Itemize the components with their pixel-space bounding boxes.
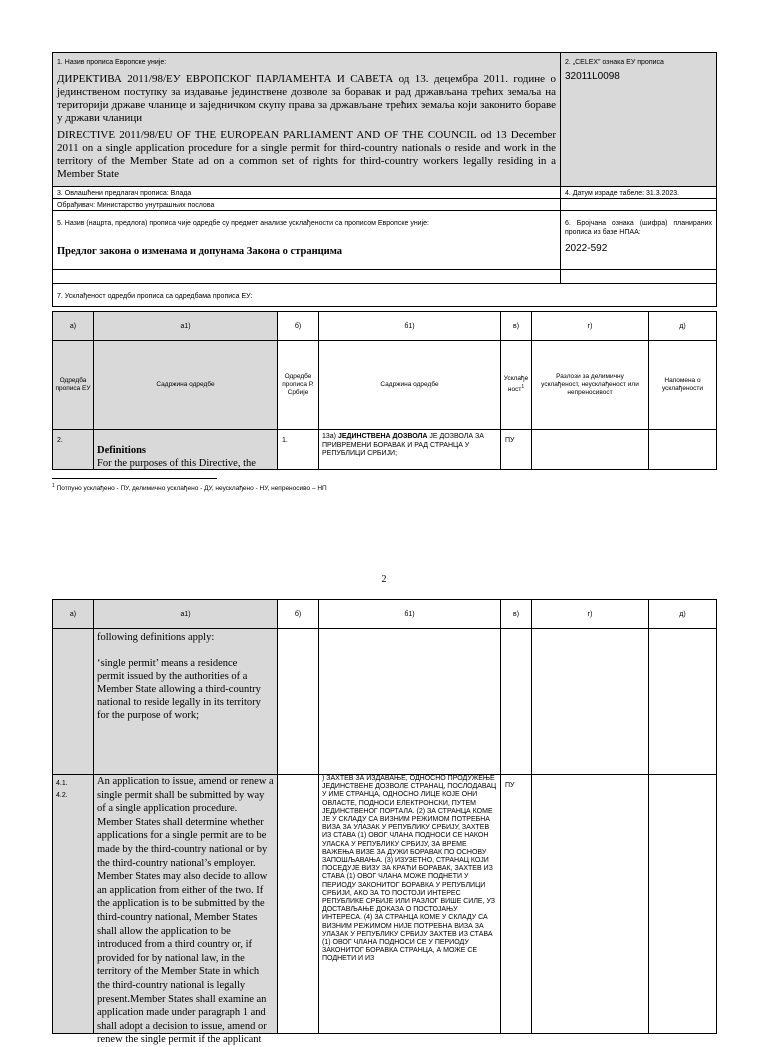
directive-title-en: DIRECTIVE 2011/98/EU OF THE EUROPEAN PARLIAMENT AND OF THE COUNCIL od 13 December 2011 on a single application procedure for a single permit for third-country nationals o reside and work in the territory of the Member State ad on a common set of rights for third-country workers legally residing in a Member State bbox=[57, 129, 556, 180]
p2-row1-eu-provision bbox=[52, 628, 94, 775]
col-header-d: д) bbox=[648, 311, 717, 341]
single-permit-definition-en: ‘single permit’ means a residence permit issued by the authorities of a Member State allowing a third-country national to reside legally in its territory for the purpose of work; bbox=[97, 658, 261, 721]
celex-value: 32011L0098 bbox=[565, 71, 620, 82]
law-name-value: Предлог закона о изменама и допунама Закона о странцима bbox=[57, 246, 343, 257]
section-2-label: 2. „CELEX” ознака ЕУ прописа bbox=[565, 59, 664, 66]
p1-row1-note bbox=[648, 429, 717, 470]
p2-row1-rs-content bbox=[318, 628, 501, 775]
npaa-code-value: 2022-592 bbox=[565, 243, 608, 254]
p1-row1-rs-content bbox=[318, 429, 501, 470]
col-header-b: б) bbox=[277, 311, 319, 341]
definitions-heading: Definitions bbox=[97, 445, 147, 456]
section-6-label: 6. Бројчана ознака (шифра) планираних прописа из базе НПАА: bbox=[565, 220, 712, 236]
p2-col-header-a1: а1) bbox=[93, 599, 278, 629]
footnote bbox=[52, 482, 652, 493]
provision-4-1: 4.1. bbox=[56, 780, 68, 787]
p1-row1-eu-provision bbox=[52, 429, 94, 470]
directive-title-sr: ДИРЕКТИВА 2011/98/ЕУ ЕВРОПСКОГ ПАРЛАМЕНТА И САВЕТА од 13. децембра 2011. године о јединственом поступку за издавање јединствене дозволе за боравак и рад држављана трећих земаља на територији државе чланице и заједничком скупу права за држављане трећих земаља који законито бораве у држави чланици bbox=[57, 73, 556, 124]
subheader-note: Напомена о усклађености bbox=[648, 340, 717, 430]
p2-row2-rs-provision bbox=[277, 774, 319, 1034]
p2-row2-eu-content bbox=[93, 774, 278, 1046]
col-header-a1: а1) bbox=[93, 311, 278, 341]
p2-row1-compliance bbox=[500, 628, 532, 775]
section-5-blank-row bbox=[52, 269, 561, 284]
footnote-text: Потпуно усклађено - ПУ, делимично усклађено - ДУ, неусклађено - НУ, непреносиво – НП bbox=[56, 485, 327, 493]
section-6-npaa-code bbox=[560, 210, 717, 270]
application-procedure-sr: ) ЗАХТЕВ ЗА ИЗДАВАЊЕ, ОДНОСНО ПРОДУЖЕЊЕ ЈЕДИНСТВЕНЕ ДОЗВОЛЕ СТРАНАЦ, ПОСЛОДАВАЦ У ИМЕ СТРАНЦА, ОДНОСНО ЛИЦЕ КОЈЕ ОНИ ОВЛАСТЕ, ПОДНОСИ ЕЛЕКТРОНСКИ, ПУТЕМ ЈЕДИНСТВЕНОГ ПОРТАЛА. (2) ЗА СТРАНЦА КОМЕ ЈЕ У СКЛАДУ СА ВИЗНИМ РЕЖИМОМ ПОТРЕБНА ВИЗА ЗА УЛАЗАК У РЕПУБЛИКУ СРБИЈУ, ЗАХТЕВ ИЗ СТАВА (1) ОВОГ ЧЛАНА ПОДНОСИ СЕ НАКОН УЛАСКА У РЕПУБЛИКУ СРБИЈУ, ЗА ВРЕМЕ ВАЖЕЊА ВИЗЕ ЗА ДУЖИ БОРАВАК ПО ОСНОВУ ЗАПОШЉАВАЊА. (3) ИЗУЗЕТНО, СТРАНАЦ КОЈИ ПОСЕДУЈЕ ВИЗУ ЗА КРАЋИ БОРАВАК, ЗАХТЕВ ИЗ СТАВА (1) ОВОГ ЧЛАНА МОЖЕ ПОДНЕТИ У ПЕРИОДУ ЗАКОНИТОГ БОРАВКА У РЕПУБЛИЦИ СРБИЈИ, АКО ЗА ТО ПОСТОЈИ ИНТЕРЕС РЕПУБЛИКЕ СРБИЈЕ ИЛИ РАЗЛОГ ВИШЕ СИЛЕ, УЗ ДОСТАВЉАЊЕ ДОКАЗА О ПОСТОЈАЊУ ИНТЕРЕСА. (4) ЗА СТРАНЦА КОМЕ У СКЛАДУ СА ВИЗНИМ РЕЖИМОМ НИЈЕ ПОТРЕБНА ВИЗА ЗА УЛАЗАК У РЕПУБЛИКУ СРБИЈУ ЗАХТЕВ ИЗ СТАВА (1) ОВОГ ЧЛАНА ПОДНОСИ СЕ У ПЕРИОДУ ЗАКОНИТОГ БОРАВКА СТРАНЦА, А МОЖЕ СЕ ПОДНЕТИ И ИЗ bbox=[322, 775, 497, 963]
p1-row1-compliance bbox=[500, 429, 532, 470]
p2-row1-eu-content bbox=[93, 628, 278, 775]
col-header-b1: б1) bbox=[318, 311, 501, 341]
subheader-compliance-footnote-mark: 1 bbox=[521, 384, 525, 391]
p1-row1-compliance-text: ПУ bbox=[505, 437, 515, 444]
col-header-a: а) bbox=[52, 311, 94, 341]
col-header-g: г) bbox=[531, 311, 649, 341]
provision-4-2: 4.2. bbox=[56, 792, 68, 799]
p2-row2-compliance-text: ПУ bbox=[505, 782, 515, 789]
col-header-v: в) bbox=[500, 311, 532, 341]
p2-col-header-b1: б1) bbox=[318, 599, 501, 629]
subheader-rs-provision: Одредбе прописа Р. Србије bbox=[277, 340, 319, 430]
p2-row2-reasons bbox=[531, 774, 649, 1034]
section-6-blank-row bbox=[560, 269, 717, 284]
p2-row2-rs-content bbox=[318, 774, 501, 1034]
footnote-mark: 1 bbox=[52, 483, 55, 489]
subheader-rs-content: Садржина одредбе bbox=[318, 340, 501, 430]
p2-row1-rs-provision bbox=[277, 628, 319, 775]
p1-row1-eu-provision-text: 2. bbox=[57, 437, 63, 444]
p1-row1-eu-content bbox=[93, 429, 278, 470]
subheader-eu-provision: Одредба прописа ЕУ bbox=[52, 340, 94, 430]
application-procedure-text: An application to issue, amend or renew a single permit shall be submitted by way of a single application procedure. Member States shall determine whether applications for a single permit are to be made by the third-country national or by the third-country national’s employer. Member States may also decide to allow an application from either of the two. If the application is to be submitted by the third-country national, Member States shall allow the application to be introduced from a third country or, if provided for by national law, in the territory of the Member State in which the third-country national is legally present.Member States shall examine an application made under paragraph 1 and shall adopt a decision to issue, amend or renew the single permit if the applicant bbox=[97, 776, 274, 1046]
p2-col-header-d: д) bbox=[648, 599, 717, 629]
footnote-separator bbox=[52, 478, 217, 479]
section-5-label: 5. Назив (нацрта, предлога) прописа чије одредбе су предмет анализе усклађености са прописом Европске уније: bbox=[57, 220, 429, 227]
p2-row2-compliance bbox=[500, 774, 532, 1034]
section-7-label: 7. Усклађеност одредби прописа са одредбама прописа ЕУ: bbox=[52, 283, 717, 307]
p1-row1-rs-provision bbox=[277, 429, 319, 470]
subheader-compliance bbox=[500, 340, 532, 430]
single-permit-definition: 13а) ЈЕДИНСТВЕНА ДОЗВОЛА ЈЕ ДОЗВОЛА ЗА ПРИВРЕМЕНИ БОРАВАК И РАД СТРАНЦА У РЕПУБЛИЦИ СРБИЈИ; bbox=[322, 433, 484, 457]
subheader-reasons: Разлози за делимичну усклађеност, неусклађеност или непреносивост bbox=[531, 340, 649, 430]
subheader-eu-content: Садржина одредбе bbox=[93, 340, 278, 430]
definitions-continued: following definitions apply: bbox=[97, 632, 215, 643]
section-3-proposer: 3. Овлашћени предлагач прописа: Влада bbox=[52, 186, 561, 199]
p1-row1-reasons bbox=[531, 429, 649, 470]
p2-col-header-b: б) bbox=[277, 599, 319, 629]
p2-col-header-a: а) bbox=[52, 599, 94, 629]
p2-col-header-v: в) bbox=[500, 599, 532, 629]
section-3-processor: Обрађивач: Министарство унутрашњих послова bbox=[52, 198, 561, 211]
section-1-label: 1. Назив прописа Европске уније: bbox=[57, 59, 167, 66]
section-1-eu-regulation bbox=[52, 52, 561, 187]
subheader-compliance-text: Усклађеност bbox=[503, 375, 529, 394]
p2-row2-eu-provision bbox=[52, 774, 94, 1034]
p2-col-header-g: г) bbox=[531, 599, 649, 629]
section-5-law-name bbox=[52, 210, 561, 270]
p1-row1-rs-provision-text: 1. bbox=[282, 437, 288, 444]
section-4-date: 4. Датум израде табеле: 31.3.2023. bbox=[560, 186, 717, 199]
p2-row1-note bbox=[648, 628, 717, 775]
p2-row1-reasons bbox=[531, 628, 649, 775]
p2-row2-note bbox=[648, 774, 717, 1034]
single-permit-term: ЈЕДИНСТВЕНА ДОЗВОЛА bbox=[337, 433, 428, 440]
definitions-intro: For the purposes of this Directive, the bbox=[97, 458, 256, 469]
section-2-celex bbox=[560, 52, 717, 187]
page-number: 2 bbox=[381, 574, 387, 585]
